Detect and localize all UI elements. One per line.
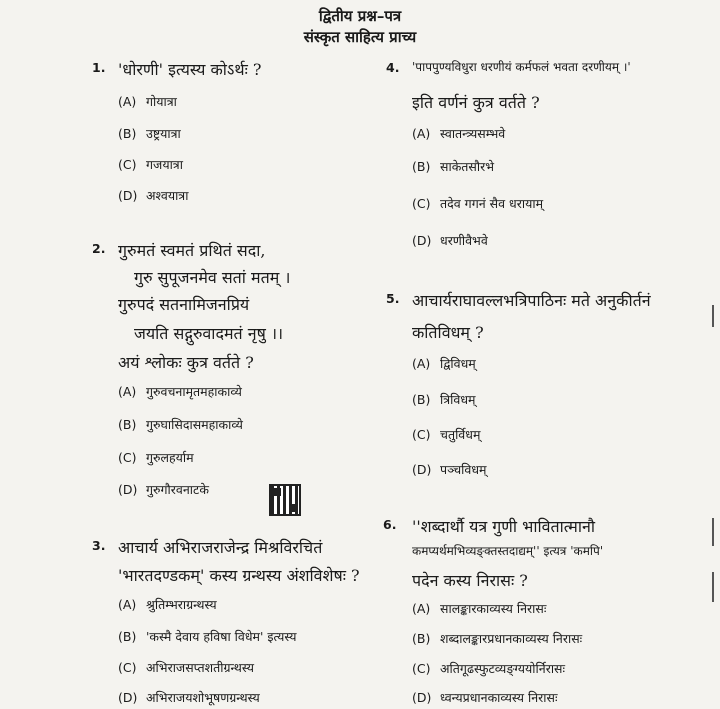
question-number: 3. <box>92 538 106 553</box>
question-text: 'पापपुण्यविधुरा धरणीयं कर्मफलं भवता दरणीयम् ।' <box>412 60 631 74</box>
scan-edge-mark <box>712 572 714 602</box>
option-c[interactable]: (C) तदेव गगनं सैव धरायाम् <box>412 196 544 211</box>
question-number: 1. <box>92 60 106 75</box>
question-number: 6. <box>383 517 397 532</box>
verse-line: गुरुमतं स्वमतं प्रथितं सदा, <box>118 241 266 260</box>
option-b[interactable]: (B) 'कस्मै देवाय हविषा विधेम' इत्यस्य <box>118 629 297 644</box>
question-text: अयं श्लोकः कुत्र वर्तते ? <box>118 353 254 372</box>
verse-line: गुरुपदं सतनामिजनप्रियं <box>118 295 250 314</box>
question-text: इति वर्णनं कुत्र वर्तते ? <box>412 93 540 112</box>
qr-code-icon <box>269 484 301 516</box>
option-c[interactable]: (C) गजयात्रा <box>118 157 183 172</box>
option-a[interactable]: (A) गुरुवचनामृतमहाकाव्ये <box>118 384 242 399</box>
option-a[interactable]: (A) द्विविधम् <box>412 356 476 371</box>
option-d[interactable]: (D) अश्वयात्रा <box>118 188 189 203</box>
scan-edge-mark <box>712 518 714 546</box>
option-b[interactable]: (B) शब्दालङ्कारप्रधानकाव्यस्य निरासः <box>412 631 583 646</box>
option-b[interactable]: (B) उष्ट्रयात्रा <box>118 126 181 141</box>
question-text: कमप्यर्थमभिव्यङ्क्तस्तदाद्यम्'' इत्यत्र 'कमपि' <box>412 544 604 558</box>
option-d[interactable]: (D) पञ्चविधम् <box>412 462 487 477</box>
option-d[interactable]: (D) धरणीवैभवे <box>412 233 488 248</box>
option-b[interactable]: (B) गुरुघासिदासमहाकाव्ये <box>118 417 243 432</box>
option-b[interactable]: (B) त्रिविधम् <box>412 392 476 407</box>
question-text: 'धोरणी' इत्यस्य कोऽर्थः ? <box>118 60 262 79</box>
paper-title: द्वितीय प्रश्न–पत्र <box>318 7 402 25</box>
option-d[interactable]: (D) ध्वन्यप्रधानकाव्यस्य निरासः <box>412 690 558 705</box>
paper-subtitle: संस्कृत साहित्य प्राच्य <box>303 28 417 46</box>
question-number: 4. <box>386 60 400 75</box>
question-text: कतिविधम् ? <box>412 323 484 342</box>
option-c[interactable]: (C) अभिराजसप्तशतीग्रन्थस्य <box>118 660 254 675</box>
verse-line: गुरु सुपूजनमेव सतां मतम् । <box>134 268 291 287</box>
option-a[interactable]: (A) स्वातन्त्र्यसम्भवे <box>412 126 506 141</box>
question-text: ''शब्दार्थौ यत्र गुणी भावितात्मानौ <box>412 517 596 536</box>
option-c[interactable]: (C) गुरुलहर्याम <box>118 450 194 465</box>
option-a[interactable]: (A) गोयात्रा <box>118 94 177 109</box>
option-a[interactable]: (A) श्रुतिम्भराग्रन्थस्य <box>118 597 217 612</box>
option-c[interactable]: (C) चतुर्विधम् <box>412 427 481 442</box>
question-text: 'भारतदण्डकम्' कस्य ग्रन्थस्य अंशविशेषः ? <box>118 566 360 585</box>
question-number: 5. <box>386 291 400 306</box>
question-text: आचार्य अभिराजराजेन्द्र मिश्रविरचितं <box>118 538 323 557</box>
option-a[interactable]: (A) सालङ्कारकाव्यस्य निरासः <box>412 601 547 616</box>
question-text: आचार्यराघावल्लभत्रिपाठिनः मते अनुकीर्तनं <box>412 291 651 310</box>
option-c[interactable]: (C) अतिगूढस्फुटव्यङ्ग्ययोर्निरासः <box>412 661 566 676</box>
question-number: 2. <box>92 241 106 256</box>
option-d[interactable]: (D) अभिराजयशोभूषणग्रन्थस्य <box>118 690 260 705</box>
verse-line: जयति सद्गुरुवादमतं नृषु ।। <box>134 324 284 343</box>
scan-edge-mark <box>712 305 714 327</box>
question-text: पदेन कस्य निरासः ? <box>412 571 528 590</box>
option-b[interactable]: (B) साकेतसौरभे <box>412 159 495 174</box>
option-d[interactable]: (D) गुरुगौरवनाटके <box>118 482 209 497</box>
